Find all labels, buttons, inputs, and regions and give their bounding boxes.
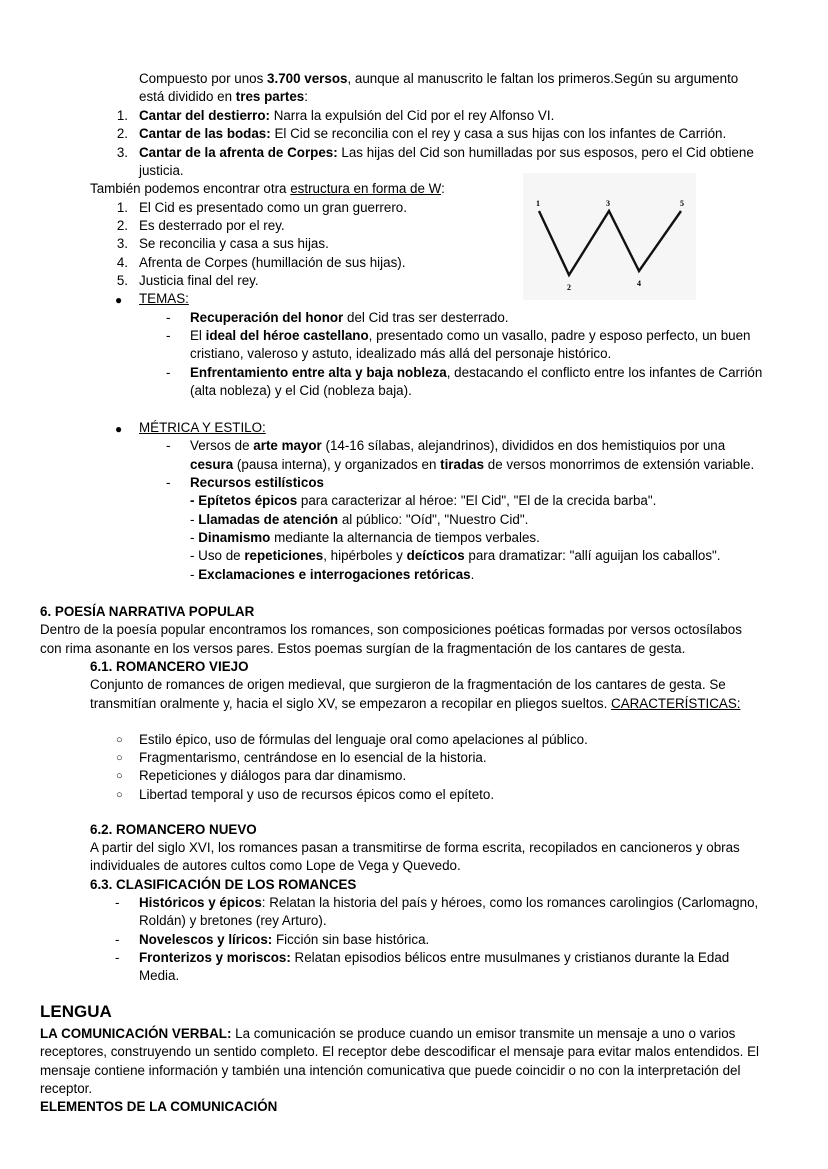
list-item: Justicia final del rey.: [139, 273, 259, 288]
list-number: 3.: [116, 236, 128, 251]
list-number: 3.: [116, 145, 128, 160]
circle-bullet-icon: ○: [116, 752, 123, 764]
caracteristica-item: Estilo épico, uso de fórmulas del lenguaje oral como apelaciones al público.: [139, 732, 588, 747]
w-shape-svg: [523, 173, 696, 300]
dash-icon: -: [166, 310, 171, 325]
clasificacion-item: Novelescos y líricos: Ficción sin base histórica.: [139, 932, 430, 947]
section-6-2-paragraph-line: individuales de autores cultos como Lope de Vega y Quevedo.: [90, 858, 461, 873]
tema-item: El ideal del héroe castellano, presentado como un vasallo, padre y esposo perfecto, un buen: [190, 328, 751, 343]
list-item: Se reconcilia y casa a sus hijas.: [139, 236, 329, 251]
caracteristica-item: Fragmentarismo, centrándose en lo esencial de la historia.: [139, 750, 487, 765]
list-item: El Cid es presentado como un gran guerrero.: [139, 200, 407, 215]
lengua-paragraph-line: receptor.: [40, 1081, 93, 1096]
intro-line-1: Compuesto por unos 3.700 versos, aunque al manuscrito le faltan los primeros.Según su argumento: [139, 71, 739, 86]
list-item-continuation: justicia.: [139, 163, 184, 178]
list-item: Es desterrado por el rey.: [139, 218, 285, 233]
dash-icon: -: [115, 895, 120, 910]
tema-item-continuation: cristiano, valeroso y astuto, idealizado más allá del personaje histórico.: [190, 346, 612, 361]
list-number: 1.: [116, 108, 128, 123]
caracteristica-item: Libertad temporal y uso de recursos épicos como el epíteto.: [139, 787, 495, 802]
temas-heading: TEMAS:: [139, 291, 189, 306]
w-label-1: 1: [536, 199, 540, 208]
section-6-2-heading: 6.2. ROMANCERO NUEVO: [90, 822, 257, 837]
section-6-paragraph-line: con rima asonante en los versos pares. Estos poemas surgían de la fragmentación de los cantares de gesta.: [40, 641, 686, 656]
section-6-2-paragraph-line: A partir del siglo XVI, los romances pasan a transmitirse de forma escrita, recopilados en cancioneros y obras: [90, 840, 740, 855]
list-number: 2.: [116, 126, 128, 141]
w-label-3: 3: [606, 199, 610, 208]
dash-icon: -: [166, 365, 171, 380]
recurso-item: - Epítetos épicos para caracterizar al héroe: "El Cid", "El de la crecida barba".: [190, 493, 657, 508]
dash-icon: -: [166, 328, 171, 343]
section-6-heading: 6. POESÍA NARRATIVA POPULAR: [40, 604, 255, 619]
list-item: Cantar de la afrenta de Corpes: Las hijas del Cid son humilladas por sus esposos, pero el Cid obtiene: [139, 145, 754, 160]
recurso-item: - Llamadas de atención al público: "Oíd", "Nuestro Cid".: [190, 512, 529, 527]
dash-icon: -: [166, 438, 171, 453]
circle-bullet-icon: ○: [116, 789, 123, 801]
lengua-paragraph-line: mensaje contiene información y también una intención comunicativa que puede coincidir o no con la interpretación del: [40, 1063, 741, 1078]
tema-item: Enfrentamiento entre alta y baja nobleza, destacando el conflicto entre los infantes de Carrión: [190, 365, 763, 380]
section-6-paragraph-line: Dentro de la poesía popular encontramos los romances, son composiciones poéticas formadas por versos octosílabos: [40, 622, 742, 637]
bullet-icon: ●: [115, 422, 123, 436]
dash-icon: -: [115, 950, 120, 965]
dash-icon: -: [166, 475, 171, 490]
intro-line-2: está dividido en tres partes:: [139, 89, 308, 104]
dash-icon: -: [115, 932, 120, 947]
clasificacion-item-continuation: Media.: [139, 968, 180, 983]
lengua-paragraph-line: receptores, construyendo un sentido completo. El receptor debe descodificar el mensaje para evitar malos entendidos. El: [40, 1044, 760, 1059]
section-6-1-paragraph-line: Conjunto de romances de origen medieval, que surgieron de la fragmentación de los cantares de gesta. Se: [90, 677, 726, 692]
metrica-item: Versos de arte mayor (14-16 sílabas, alejandrinos), divididos en dos hemistiquios por una: [190, 438, 726, 453]
w-structure-figure: [523, 173, 696, 300]
w-label-4: 4: [637, 279, 641, 288]
section-6-1-paragraph-line: transmitían oralmente y, hacia el siglo XV, se empezaron a recopilar en pliegos sueltos. CARACTERÍSTICAS:: [90, 696, 741, 711]
list-number: 4.: [116, 255, 128, 270]
recurso-item: - Uso de repeticiones, hipérboles y deícticos para dramatizar: "allí aguijan los caballos".: [190, 548, 721, 563]
w-label-2: 2: [567, 283, 571, 292]
elementos-heading: ELEMENTOS DE LA COMUNICACIÓN: [40, 1099, 278, 1114]
metrica-heading: MÉTRICA Y ESTILO:: [139, 420, 266, 435]
metrica-item-continuation: cesura (pausa interna), y organizados en tiradas de versos monorrimos de extensión variable.: [190, 457, 755, 472]
tema-item-continuation: (alta nobleza) y el Cid (nobleza baja).: [190, 383, 412, 398]
tema-item: Recuperación del honor del Cid tras ser desterrado.: [190, 310, 509, 325]
recurso-item: - Exclamaciones e interrogaciones retóricas.: [190, 567, 475, 582]
circle-bullet-icon: ○: [116, 770, 123, 782]
section-6-1-heading: 6.1. ROMANCERO VIEJO: [90, 659, 249, 674]
recursos-heading: Recursos estilísticos: [190, 475, 324, 490]
recurso-item: - Dinamismo mediante la alternancia de tiempos verbales.: [190, 530, 540, 545]
w-label-5: 5: [680, 199, 684, 208]
clasificacion-item: Históricos y épicos: Relatan la historia del país y héroes, como los romances carolingios (Carlomagno,: [139, 895, 759, 910]
clasificacion-item-continuation: Roldán) y bretones (rey Arturo).: [139, 913, 327, 928]
list-item: Cantar del destierro: Narra la expulsión del Cid por el rey Alfonso VI.: [139, 108, 555, 123]
circle-bullet-icon: ○: [116, 734, 123, 746]
lengua-paragraph-line: LA COMUNICACIÓN VERBAL: La comunicación se produce cuando un emisor transmite un mensaje a uno o varios: [40, 1026, 736, 1041]
list-number: 2.: [116, 218, 128, 233]
w-structure-intro: También podemos encontrar otra estructura en forma de W:: [90, 181, 445, 196]
clasificacion-item: Fronterizos y moriscos: Relatan episodios bélicos entre musulmanes y cristianos durante la Edad: [139, 950, 730, 965]
list-item: Afrenta de Corpes (humillación de sus hijas).: [139, 255, 406, 270]
list-number: 5.: [116, 273, 128, 288]
caracteristica-item: Repeticiones y diálogos para dar dinamismo.: [139, 768, 407, 783]
section-6-3-heading: 6.3. CLASIFICACIÓN DE LOS ROMANCES: [90, 877, 357, 892]
bullet-icon: ●: [115, 293, 123, 307]
lengua-heading: LENGUA: [40, 1002, 112, 1021]
list-number: 1.: [116, 200, 128, 215]
list-item: Cantar de las bodas: El Cid se reconcilia con el rey y casa a sus hijas con los infantes de Carrión.: [139, 126, 727, 141]
w-shape-line: [539, 211, 681, 275]
